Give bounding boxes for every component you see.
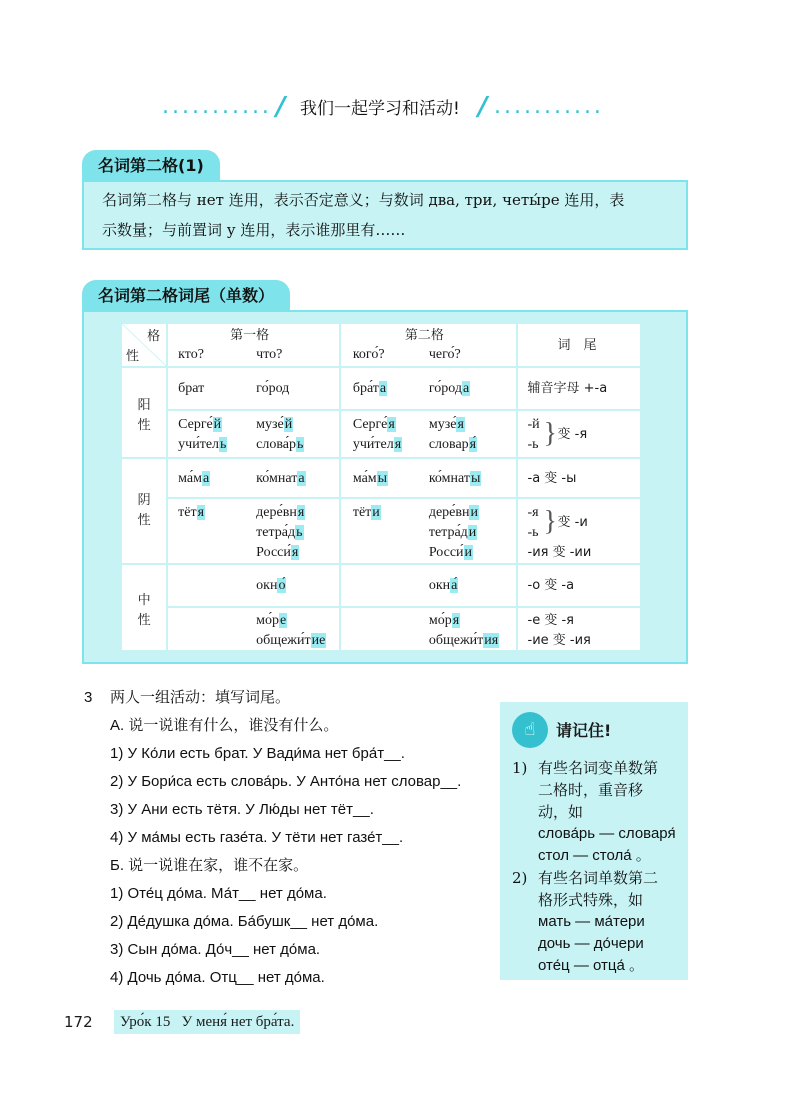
ending-rule: -е 变 -я xyxy=(527,612,574,628)
ending-highlight: а xyxy=(462,381,470,397)
stem: тетра́д xyxy=(256,525,296,541)
ending-highlight: а xyxy=(379,381,387,397)
word xyxy=(353,468,388,489)
genitive-endings-table xyxy=(120,322,642,652)
gender-char: 性 xyxy=(137,512,151,528)
case1-chto: что? xyxy=(256,347,283,362)
ending-highlight: ие xyxy=(311,632,326,648)
word xyxy=(353,502,381,523)
header-dots-left: ........... xyxy=(162,94,272,119)
exercise-number: 3 xyxy=(84,689,93,706)
ending-title: 词 尾 xyxy=(557,338,597,353)
ending-rule: -о 变 -а xyxy=(527,578,575,594)
case2-kogo: кого́? xyxy=(352,347,385,362)
word xyxy=(429,378,470,399)
stem: ко́мнат xyxy=(428,470,470,486)
word xyxy=(256,434,304,455)
stem: тёт xyxy=(352,505,372,521)
stem: го́род xyxy=(428,381,462,397)
exercise-part-a: А. 说一说谁有什么，谁没有什么。 xyxy=(110,717,339,734)
stem: тёт xyxy=(178,505,197,521)
remember-title: 请记住! xyxy=(556,721,612,740)
word xyxy=(256,575,286,596)
word xyxy=(256,502,305,523)
stem: ма́м xyxy=(352,470,377,486)
word xyxy=(178,414,222,435)
ending-highlight: я xyxy=(394,436,402,452)
lesson-title: У меня́ нет бра́та. xyxy=(181,1014,295,1030)
stem: учи́тел xyxy=(352,436,394,452)
ending-highlight: о́ xyxy=(278,578,286,594)
brace: } xyxy=(543,506,557,538)
word xyxy=(256,610,287,631)
stem: Росси́ xyxy=(256,545,291,561)
ending-highlight: и xyxy=(470,505,478,521)
section-tab-genitive-1: 名词第二格(1) xyxy=(82,150,220,182)
gender-char: 阴 xyxy=(137,492,151,508)
stem: учи́тел xyxy=(178,436,220,452)
remember-point-1-line: 二格时，重音移 xyxy=(538,781,644,799)
header-case1 xyxy=(167,323,340,367)
gender-char: 性 xyxy=(137,418,151,434)
gender-masculine xyxy=(121,367,167,458)
case2-title: 第二格 xyxy=(404,328,444,343)
corner-gender-label: 性 xyxy=(126,349,140,364)
stem: Росси́ xyxy=(428,545,464,561)
ending-highlight: ы xyxy=(377,470,388,486)
stem: общежи́т xyxy=(428,632,484,648)
remember-point-2-line: 有些名词单数第二 xyxy=(538,869,659,887)
case2-chego: чего́? xyxy=(428,347,461,362)
word: го́род xyxy=(256,381,290,397)
stem: окн xyxy=(256,578,278,594)
word xyxy=(429,414,465,435)
exercise-a-item-2: 2) У Бори́са есть слова́рь. У Анто́на нет словар__. xyxy=(110,773,462,790)
word xyxy=(353,378,387,399)
gender-char: 中 xyxy=(137,593,151,609)
ending-rule: -ие 变 -ия xyxy=(527,632,591,648)
word xyxy=(178,468,210,489)
word xyxy=(256,542,299,563)
ending-rule: -ь xyxy=(527,436,539,452)
corner-case-label: 格 xyxy=(147,329,161,344)
stem: общежи́т xyxy=(256,632,311,648)
remember-point-2-example: оте́ц — отца́ 。 xyxy=(538,957,644,974)
exercise-a-item-3: 3) У Ани есть тётя. У Лю́ды нет тёт__. xyxy=(110,801,374,818)
ending-highlight: я xyxy=(388,416,395,432)
case1-title: 第一格 xyxy=(230,328,270,343)
ending-rule: -ь xyxy=(527,525,539,541)
table-row xyxy=(121,498,641,564)
stem: музе́ xyxy=(428,416,457,432)
stem: дере́вн xyxy=(256,505,297,521)
ending-highlight: й xyxy=(213,416,222,432)
remember-point-2-example: дочь — до́чери xyxy=(538,935,644,952)
word xyxy=(429,542,473,563)
remember-point-2-number: 2) xyxy=(512,869,528,887)
stem: слова́р xyxy=(256,436,297,452)
exercise-b-item-4: 4) Дочь до́ма. Отц__ нет до́ма. xyxy=(110,969,325,986)
lesson-footer xyxy=(114,1010,300,1034)
word xyxy=(256,630,326,651)
table-row xyxy=(121,410,641,458)
word xyxy=(256,522,303,543)
corner-cell xyxy=(121,323,167,367)
stem: окн xyxy=(428,578,451,594)
section1-line-2: 示数量；与前置词 у 连用，表示谁那里有…… xyxy=(102,221,406,239)
gender-char: 性 xyxy=(137,613,151,629)
word xyxy=(429,522,477,543)
ending-highlight: а́ xyxy=(451,578,458,594)
ending-rule: -й xyxy=(527,416,540,432)
ending-highlight: и xyxy=(468,525,477,541)
pointing-hand-icon: ☝ xyxy=(512,712,548,748)
remember-point-1-number: 1) xyxy=(512,759,528,777)
ending-highlight: я xyxy=(291,545,299,561)
exercise-a-item-4: 4) У ма́мы есть газе́та. У тёти нет газе́т__. xyxy=(110,829,404,846)
word xyxy=(429,434,477,455)
page-header-title: 我们一起学习和活动! xyxy=(300,99,460,119)
stem: Серге́ xyxy=(178,416,213,432)
header-slash-left: / xyxy=(276,92,286,122)
table-row xyxy=(121,607,641,651)
ending-highlight: ь xyxy=(297,436,304,452)
word xyxy=(353,434,402,455)
ending-rule: -ия 变 -ии xyxy=(527,545,592,561)
table-row xyxy=(121,367,641,409)
ending-highlight: и xyxy=(464,545,473,561)
header-case2 xyxy=(340,323,517,367)
ending-highlight: е xyxy=(280,612,287,628)
ending-highlight: я́ xyxy=(469,436,477,452)
remember-point-2-example: мать — ма́тери xyxy=(538,913,645,930)
ending-highlight: я xyxy=(197,505,205,521)
exercise-title: 两人一组活动：填写词尾。 xyxy=(110,689,291,706)
ending-rule: -а 变 -ы xyxy=(527,470,577,486)
ending-highlight: и xyxy=(372,505,380,521)
word xyxy=(429,468,482,489)
ending-highlight: ия xyxy=(484,632,499,648)
stem: дере́вн xyxy=(428,505,470,521)
lesson-number: Уро́к 15 xyxy=(120,1014,171,1030)
exercise-part-b: Б. 说一说谁在家，谁不在家。 xyxy=(110,857,309,874)
exercise-b-item-3: 3) Сын до́ма. До́ч__ нет до́ма. xyxy=(110,941,321,958)
ending-rule: 变 -я xyxy=(557,426,588,442)
gender-char: 阳 xyxy=(137,398,151,414)
word xyxy=(429,630,499,651)
ending-highlight: я xyxy=(297,505,305,521)
stem: словар xyxy=(428,436,469,452)
header-slash-right: / xyxy=(478,92,488,122)
stem: ма́м xyxy=(178,470,203,486)
remember-point-1-example: стол — стола́ 。 xyxy=(538,847,651,864)
word xyxy=(429,575,459,596)
word xyxy=(256,414,293,435)
header-dots-right: ........... xyxy=(494,94,604,119)
table-row xyxy=(121,564,641,606)
ending-highlight: ь xyxy=(220,436,227,452)
word xyxy=(353,414,396,435)
ending-rule: -я xyxy=(527,505,539,521)
ending-rule: 辅音字母 +-а xyxy=(527,381,608,397)
exercise-b-item-1: 1) Оте́ц до́ма. Ма́т__ нет до́ма. xyxy=(110,885,327,902)
ending-highlight: а xyxy=(203,470,210,486)
ending-highlight: й xyxy=(284,416,293,432)
brace: } xyxy=(543,417,557,449)
remember-point-2-line: 格形式特殊，如 xyxy=(538,891,644,909)
table-row xyxy=(121,458,641,498)
word xyxy=(429,610,460,631)
stem: тетра́д xyxy=(428,525,468,541)
page-number: 172 xyxy=(64,1013,93,1031)
stem: мо́р xyxy=(256,612,280,628)
table-header-row xyxy=(121,323,641,367)
exercise-a-item-1: 1) У Ко́ли есть брат. У Вади́ма нет бра́т__. xyxy=(110,745,405,762)
stem: музе́ xyxy=(256,416,284,432)
stem: Серге́ xyxy=(352,416,388,432)
gender-neuter xyxy=(121,564,167,651)
case1-kto: кто? xyxy=(178,347,204,362)
remember-point-1-line: 有些名词变单数第 xyxy=(538,759,659,777)
stem: бра́т xyxy=(352,381,379,397)
section-tab-genitive-endings: 名词第二格词尾（单数） xyxy=(82,280,290,312)
ending-highlight: я xyxy=(452,612,460,628)
ending-highlight: я xyxy=(457,416,464,432)
gender-feminine xyxy=(121,458,167,565)
word xyxy=(178,502,205,523)
ending-highlight: ы xyxy=(470,470,481,486)
ending-highlight: а xyxy=(298,470,305,486)
header-ending xyxy=(517,323,642,367)
remember-point-1-line: 动，如 xyxy=(538,803,584,821)
word: брат xyxy=(178,381,205,397)
section1-line-1: 名词第二格与 нет 连用，表示否定意义；与数词 два, три, четы́ре 连用，表 xyxy=(102,191,625,209)
stem: ко́мнат xyxy=(256,470,298,486)
word xyxy=(178,434,227,455)
word xyxy=(429,502,479,523)
remember-point-1-example: слова́рь — словаря́ xyxy=(538,825,676,842)
ending-rule: 变 -и xyxy=(557,515,588,531)
stem: мо́р xyxy=(428,612,452,628)
exercise-b-item-2: 2) Де́душка до́ма. Ба́бушк__ нет до́ма. xyxy=(110,913,379,930)
ending-highlight: ь xyxy=(296,525,303,541)
word xyxy=(256,468,305,489)
